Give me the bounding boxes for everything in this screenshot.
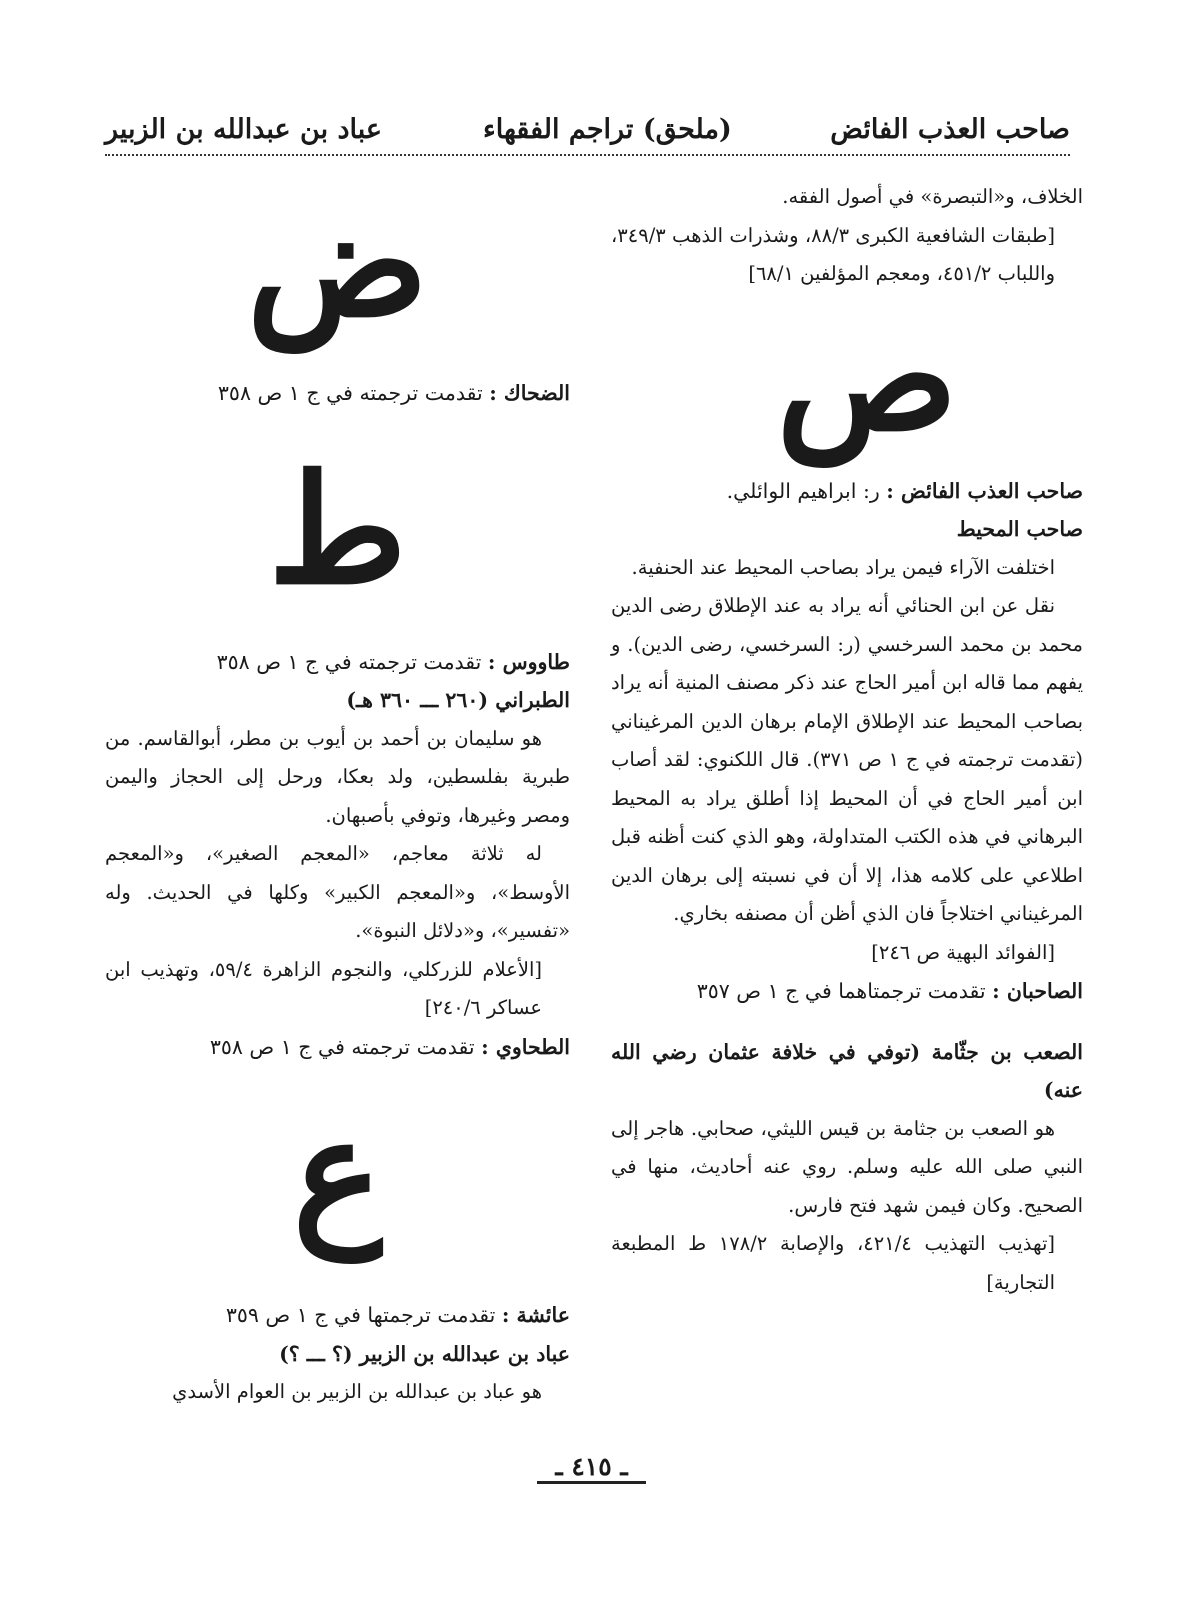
header-right-title: صاحب العذب الفائض [830, 114, 1070, 145]
entry-sahib-al-adhb [611, 472, 1083, 511]
reference: [الفوائد البهية ص ٢٤٦] [871, 940, 1055, 964]
entry-name: الضحاك : [489, 381, 570, 405]
entry-text: تقدمت ترجمتها في ج ١ ص ٣٥٩ [225, 1303, 502, 1327]
paragraph: هو عباد بن عبدالله بن الزبير بن العوام الأسدي [172, 1380, 542, 1403]
continuation-text: الخلاف، و«التبصرة» في أصول الفقه. [782, 185, 1083, 208]
section-letter-ta: ط [268, 441, 407, 618]
section-letter-ain: ع [292, 1085, 383, 1261]
page-number [0, 1452, 1183, 1481]
spacer [611, 1011, 1083, 1033]
reference: [الأعلام للزركلي، والنجوم الزاهرة ٥٩/٤، وتهذيب ابن عساكر ٢٤٠/٦] [105, 957, 542, 1019]
entry-abbad [105, 1335, 570, 1374]
entry-name: طاووس : [487, 649, 570, 674]
paragraph: هو الصعب بن جثامة بن قيس الليثي، صحابي. هاجر إلى النبي صلى الله عليه وسلم. روي عنه أحاديث، منها في الصحيح. وكان فيمن شهد فتح فارس. [611, 1116, 1083, 1217]
reference: [تهذيب التهذيب ٤٢١/٤، والإصابة ١٧٨/٢ ط المطبعة التجارية] [611, 1232, 1056, 1294]
entry-name: عائشة : [501, 1303, 570, 1327]
reference: [طبقات الشافعية الكبرى ٨٨/٣، وشذرات الذهب ٣٤٩/٣، واللباب ٤٥١/٢، ومعجم المؤلفين ٦٨/١] [611, 223, 1055, 285]
entry-al-sahiban [611, 972, 1083, 1011]
header-left-title: عباد بن عبدالله بن الزبير [105, 114, 383, 145]
entry-al-tahawi [105, 1028, 570, 1067]
entry-al-sab [611, 1033, 1083, 1110]
paragraph: هو سليمان بن أحمد بن أيوب بن مطر، أبوالقاسم. من طبرية بفلسطين، ولد بعكا، ورحل إلى الحجاز واليمن ومصر وغيرها، وتوفي بأصبهان. [105, 726, 570, 827]
entry-name: صاحب المحيط [956, 517, 1083, 541]
right-column [611, 178, 1083, 1302]
entry-name: الطبراني (٢٦٠ ـــ ٣٦٠ هـ) [346, 688, 570, 712]
header-center-title: (ملحق) تراجم الفقهاء [483, 114, 732, 145]
entry-text: تقدمت ترجمتاهما في ج ١ ص ٣٥٧ [696, 979, 993, 1003]
entry-tawus [105, 643, 570, 682]
section-letter-sad: ص [776, 288, 958, 465]
entry-name: الصاحبان : [992, 979, 1083, 1003]
entry-al-tabarani [105, 681, 570, 720]
paragraph: له ثلاثة معاجم، «المعجم الصغير»، و«المعجم الأوسط»، و«المعجم الكبير» وكلها في الحديث. وله «تفسير»، و«دلائل النبوة». [105, 842, 570, 942]
paragraph: نقل عن ابن الحنائي أنه يراد به عند الإطلاق رضى الدين محمد بن محمد السرخسي (ر: السرخسي، رضى الدين). و يفهم مما قاله ابن أمير الحاج عند ذكر مصنف المنية أنه يراد بصاحب المحيط عند الإطلاق الإمام برهان الدين المرغيناني (تقدمت ترجمته في ج ١ ص ٣٧١). قال اللكنوي: لقد أصاب ابن أمير الحاج في أن المحيط إذا أطلق يراد به المحيط البرهاني في هذه الكتب المتداولة، وهو الذي كنت أظنه قبل اطلاعي على كلامه هذا، إلا أن في نسبته إلى برهان الدين المرغيناني اختلاجاً فان الذي أظن أن مصنفه بخاري. [611, 594, 1083, 925]
left-column [105, 175, 570, 1412]
entry-text: تقدمت ترجمته في ج ١ ص ٣٥٨ [209, 1034, 482, 1059]
entry-text: ر: ابراهيم الوائلي. [726, 478, 887, 503]
entry-name: صاحب العذب الفائض : [886, 478, 1083, 503]
entry-name: عباد بن عبدالله بن الزبير (؟ ـــ ؟) [279, 1341, 570, 1366]
entry-name: الصعب بن جثّامة (توفي في خلافة عثمان رضي الله عنه) [611, 1039, 1083, 1102]
entry-al-dahhak [105, 374, 570, 413]
entry-aisha [105, 1296, 570, 1335]
section-letter-dad: ض [246, 175, 429, 351]
page-number-text: ـ ٤١٥ ـ [537, 1452, 645, 1484]
entry-text: تقدمت ترجمته في ج ١ ص ٣٥٨ [216, 649, 488, 674]
entry-sahib-al-muhit [611, 510, 1083, 549]
running-header [105, 108, 1070, 156]
entry-text: تقدمت ترجمته في ج ١ ص ٣٥٨ [217, 381, 490, 405]
entry-name: الطحاوي : [481, 1034, 570, 1059]
paragraph: اختلفت الآراء فيمن يراد بصاحب المحيط عند الحنفية. [631, 555, 1055, 579]
